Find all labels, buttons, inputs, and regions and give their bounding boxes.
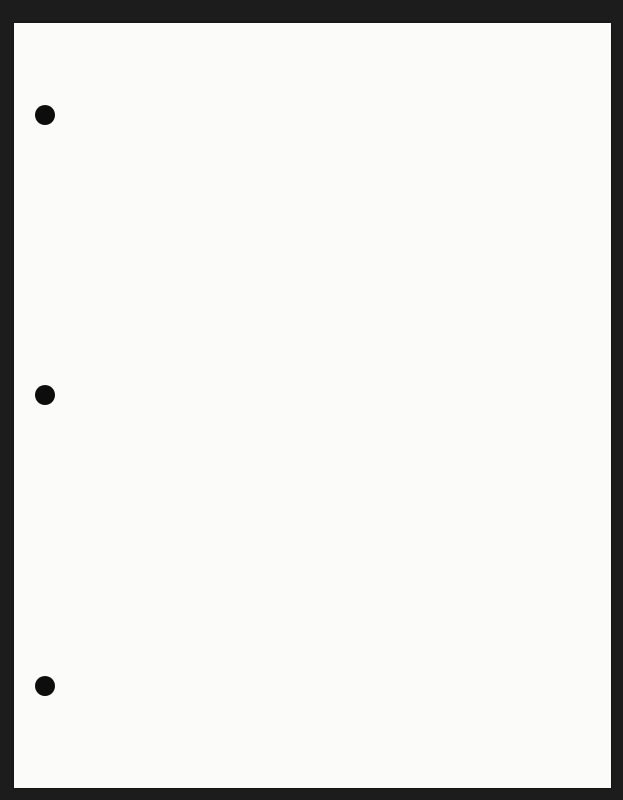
punch-hole xyxy=(35,385,55,405)
punch-hole xyxy=(35,676,55,696)
document-page xyxy=(14,23,611,788)
punch-hole xyxy=(35,105,55,125)
